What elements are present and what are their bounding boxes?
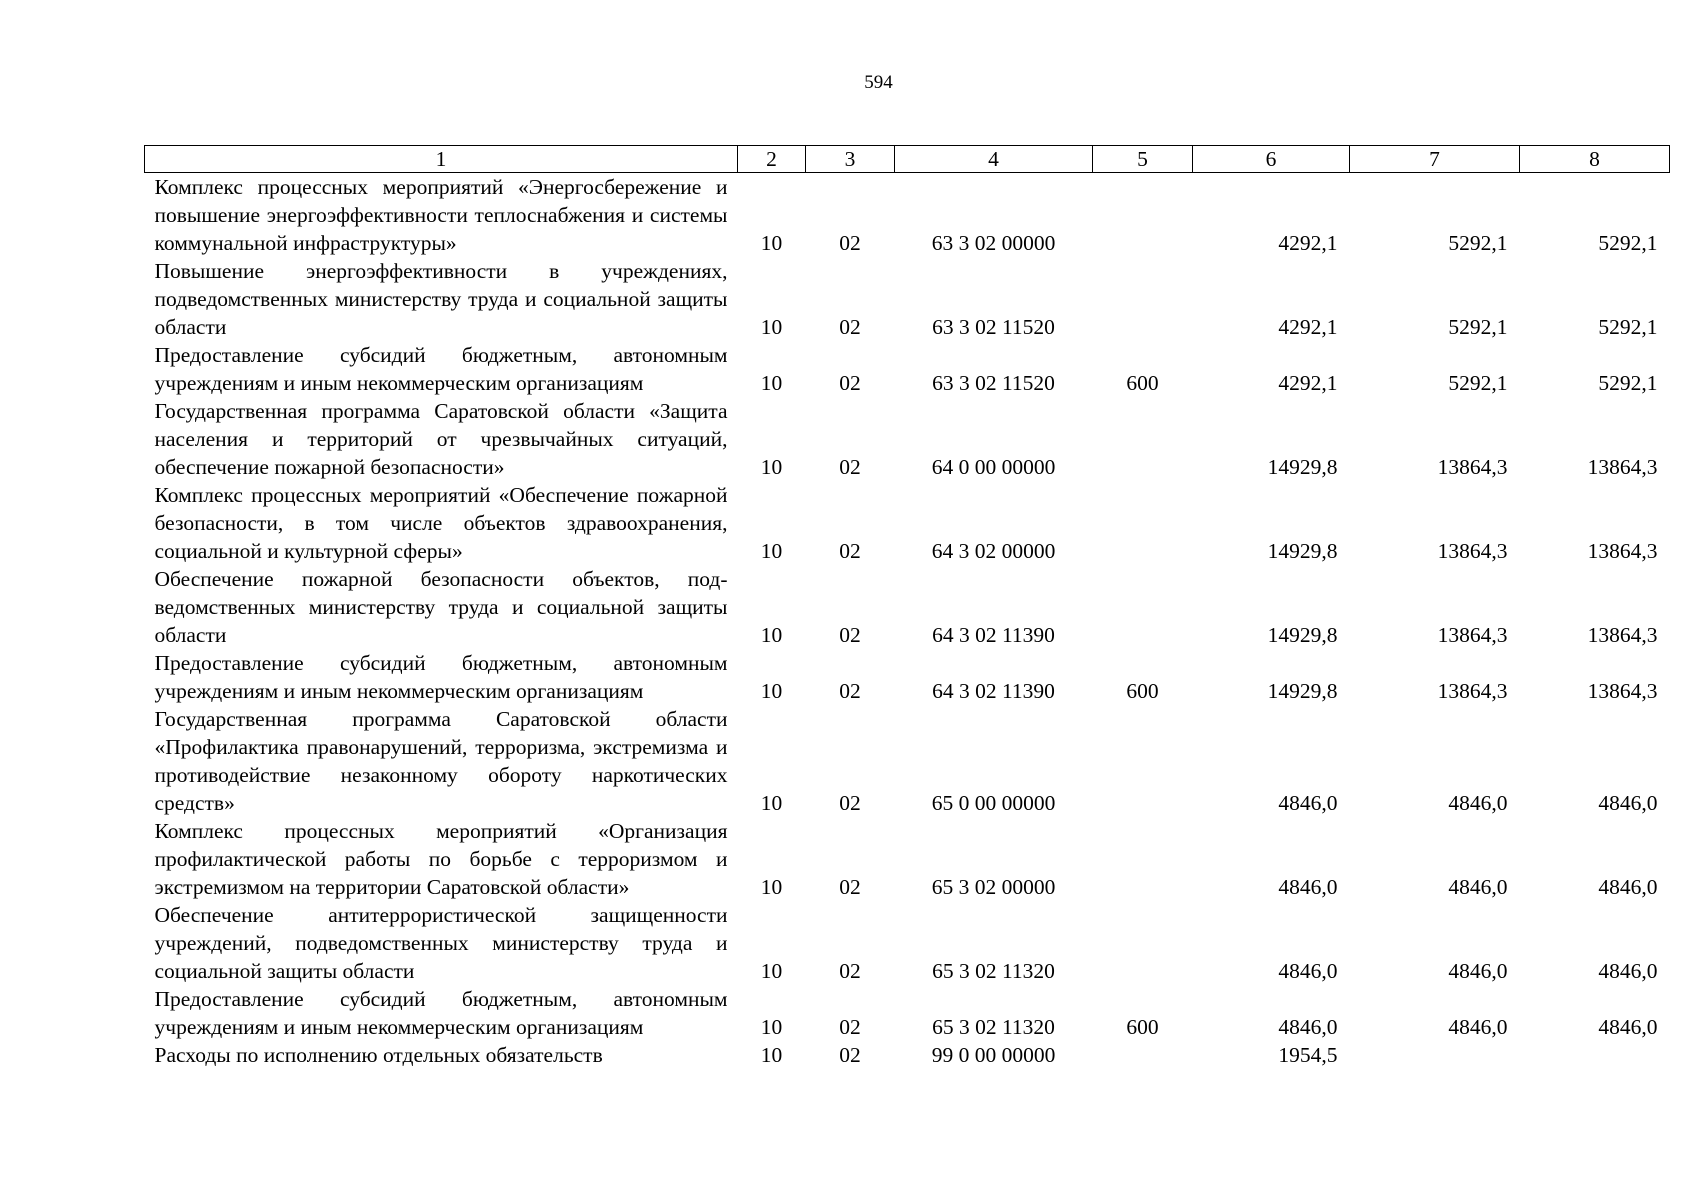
amount-col6-cell: 4292,1	[1278, 315, 1338, 339]
column-header: 1	[145, 146, 738, 173]
table-row	[145, 257, 1670, 341]
table-row	[145, 565, 1670, 649]
amount-col7-cell: 5292,1	[1448, 231, 1508, 255]
amount-col7-cell: 4846,0	[1448, 875, 1508, 899]
subsection-code-cell: 02	[839, 371, 861, 395]
target-article-cell: 63 3 02 00000	[931, 231, 1056, 255]
target-article-cell: 64 3 02 00000	[931, 539, 1056, 563]
section-code-cell: 10	[760, 1015, 783, 1039]
subsection-code-cell: 02	[839, 539, 861, 563]
expense-type-cell	[1093, 565, 1193, 649]
table-row	[145, 173, 1670, 258]
expense-name-cell: Обеспечение пожарной безопасности объектов, подведомственных министерству труда и социальной защиты области	[154, 567, 728, 647]
table-row	[145, 1041, 1670, 1069]
expense-name-cell: Обеспечение антитеррористической защищенности учреждений, подведомственных министерству труда и социальной защиты области	[154, 903, 728, 983]
section-code-cell: 10	[760, 875, 783, 899]
expense-name-cell: Государственная программа Саратовской области «Защита населения и территорий от чрезвычайных ситуаций, обеспечение пожарной безопасности»	[154, 399, 728, 479]
amount-col8-cell: 4846,0	[1598, 1015, 1658, 1039]
amount-col6-cell: 14929,8	[1267, 455, 1338, 479]
amount-col8-cell: 4846,0	[1598, 875, 1658, 899]
target-article-cell: 64 0 00 00000	[931, 455, 1056, 479]
expense-type-cell	[1093, 817, 1193, 901]
section-code-cell: 10	[760, 679, 783, 703]
amount-col8-cell	[1520, 1041, 1670, 1069]
section-code-cell: 10	[760, 623, 783, 647]
amount-col7-cell: 5292,1	[1448, 315, 1508, 339]
expense-name-cell: Повышение энергоэффективности в учреждениях, подведомственных министерству труда и социальной защиты области	[154, 259, 728, 339]
subsection-code-cell: 02	[839, 231, 861, 255]
target-article-cell: 65 3 02 00000	[931, 875, 1056, 899]
column-header: 3	[806, 146, 895, 173]
target-article-cell: 63 3 02 11520	[932, 371, 1055, 395]
amount-col8-cell: 13864,3	[1587, 623, 1658, 647]
section-code-cell: 10	[760, 959, 783, 983]
amount-col7-cell: 5292,1	[1448, 371, 1508, 395]
amount-col8-cell: 5292,1	[1598, 371, 1658, 395]
amount-col6-cell: 4846,0	[1278, 875, 1338, 899]
section-code-cell: 10	[760, 315, 783, 339]
expense-type-cell: 600	[1126, 1015, 1159, 1039]
expense-name-cell: Предоставление субсидий бюджетным, автономным учреждениям и иным некоммерческим организациям	[154, 987, 728, 1039]
expense-type-cell	[1093, 1041, 1193, 1069]
target-article-cell: 64 3 02 11390	[932, 623, 1055, 647]
target-article-cell: 64 3 02 11390	[932, 679, 1055, 703]
column-header: 2	[738, 146, 806, 173]
table-row	[145, 817, 1670, 901]
amount-col6-cell: 14929,8	[1267, 623, 1338, 647]
column-header: 5	[1093, 146, 1193, 173]
column-header: 8	[1520, 146, 1670, 173]
section-code-cell: 10	[760, 791, 783, 815]
subsection-code-cell: 02	[839, 791, 861, 815]
amount-col6-cell: 4846,0	[1278, 791, 1338, 815]
header-row	[145, 146, 1670, 173]
expense-type-cell	[1093, 397, 1193, 481]
target-article-cell: 65 0 00 00000	[931, 791, 1056, 815]
amount-col8-cell: 13864,3	[1587, 539, 1658, 563]
column-header: 4	[895, 146, 1093, 173]
table-row	[145, 705, 1670, 817]
expense-name-cell: Комплекс процессных мероприятий «Энергосбережение и повышение энергоэффективности теплоснабжения и системы коммунальной инфраструктуры»	[154, 175, 728, 255]
amount-col6-cell: 4292,1	[1278, 231, 1338, 255]
expense-type-cell: 600	[1126, 679, 1159, 703]
section-code-cell: 10	[760, 455, 783, 479]
table-row	[145, 901, 1670, 985]
amount-col7-cell: 13864,3	[1437, 679, 1508, 703]
amount-col8-cell: 4846,0	[1598, 959, 1658, 983]
table-body	[145, 173, 1670, 1070]
amount-col6-cell: 1954,5	[1278, 1043, 1338, 1067]
target-article-cell: 65 3 02 11320	[932, 1015, 1055, 1039]
expense-type-cell	[1093, 257, 1193, 341]
amount-col6-cell: 4846,0	[1278, 1015, 1338, 1039]
section-code-cell: 10	[760, 231, 783, 255]
table-row	[145, 397, 1670, 481]
amount-col8-cell: 5292,1	[1598, 231, 1658, 255]
section-code-cell: 10	[760, 371, 783, 395]
section-code-cell: 10	[760, 1043, 783, 1067]
target-article-cell: 63 3 02 11520	[932, 315, 1055, 339]
expense-type-cell	[1093, 901, 1193, 985]
amount-col6-cell: 4846,0	[1278, 959, 1338, 983]
amount-col8-cell: 5292,1	[1598, 315, 1658, 339]
expense-type-cell	[1093, 173, 1193, 258]
expense-name-cell: Расходы по исполнению отдельных обязательств	[154, 1043, 603, 1067]
table-row	[145, 481, 1670, 565]
section-code-cell: 10	[760, 539, 783, 563]
subsection-code-cell: 02	[839, 623, 861, 647]
amount-col8-cell: 4846,0	[1598, 791, 1658, 815]
column-header: 6	[1193, 146, 1350, 173]
table-row	[145, 341, 1670, 397]
amount-col7-cell: 13864,3	[1437, 455, 1508, 479]
amount-col7-cell: 4846,0	[1448, 1015, 1508, 1039]
amount-col8-cell: 13864,3	[1587, 455, 1658, 479]
subsection-code-cell: 02	[839, 455, 861, 479]
subsection-code-cell: 02	[839, 315, 861, 339]
amount-col7-cell: 13864,3	[1437, 623, 1508, 647]
expense-name-cell: Комплекс процессных мероприятий «Организация профилактической работы по борьбе с терроризмом и экстремизмом на территории Саратовской области»	[154, 819, 728, 899]
subsection-code-cell: 02	[839, 679, 861, 703]
budget-table	[144, 145, 1670, 1069]
expense-name-cell: Предоставление субсидий бюджетным, автономным учреждениям и иным некоммерческим организациям	[154, 343, 728, 395]
target-article-cell: 99 0 00 00000	[931, 1043, 1056, 1067]
amount-col7-cell	[1350, 1041, 1520, 1069]
expense-type-cell	[1093, 481, 1193, 565]
expense-name-cell: Предоставление субсидий бюджетным, автономным учреждениям и иным некоммерческим организациям	[154, 651, 728, 703]
amount-col6-cell: 4292,1	[1278, 371, 1338, 395]
amount-col7-cell: 13864,3	[1437, 539, 1508, 563]
subsection-code-cell: 02	[839, 1015, 861, 1039]
page-number: 594	[864, 72, 893, 93]
expense-name-cell: Комплекс процессных мероприятий «Обеспечение пожарной безопасности, в том числе объектов здравоохранения, социальной и культурной сферы»	[154, 483, 728, 563]
expense-name-cell: Государственная программа Саратовской области «Профилактика правонарушений, терроризма, экстремизма и противодействие незаконному обороту наркотических средств»	[154, 707, 728, 815]
subsection-code-cell: 02	[839, 959, 861, 983]
expense-type-cell	[1093, 705, 1193, 817]
column-header: 7	[1350, 146, 1520, 173]
expense-type-cell: 600	[1126, 371, 1159, 395]
subsection-code-cell: 02	[839, 1043, 861, 1067]
target-article-cell: 65 3 02 11320	[932, 959, 1055, 983]
amount-col7-cell: 4846,0	[1448, 959, 1508, 983]
table-row	[145, 649, 1670, 705]
table-row	[145, 985, 1670, 1041]
amount-col7-cell: 4846,0	[1448, 791, 1508, 815]
subsection-code-cell: 02	[839, 875, 861, 899]
amount-col8-cell: 13864,3	[1587, 679, 1658, 703]
amount-col6-cell: 14929,8	[1267, 679, 1338, 703]
amount-col6-cell: 14929,8	[1267, 539, 1338, 563]
